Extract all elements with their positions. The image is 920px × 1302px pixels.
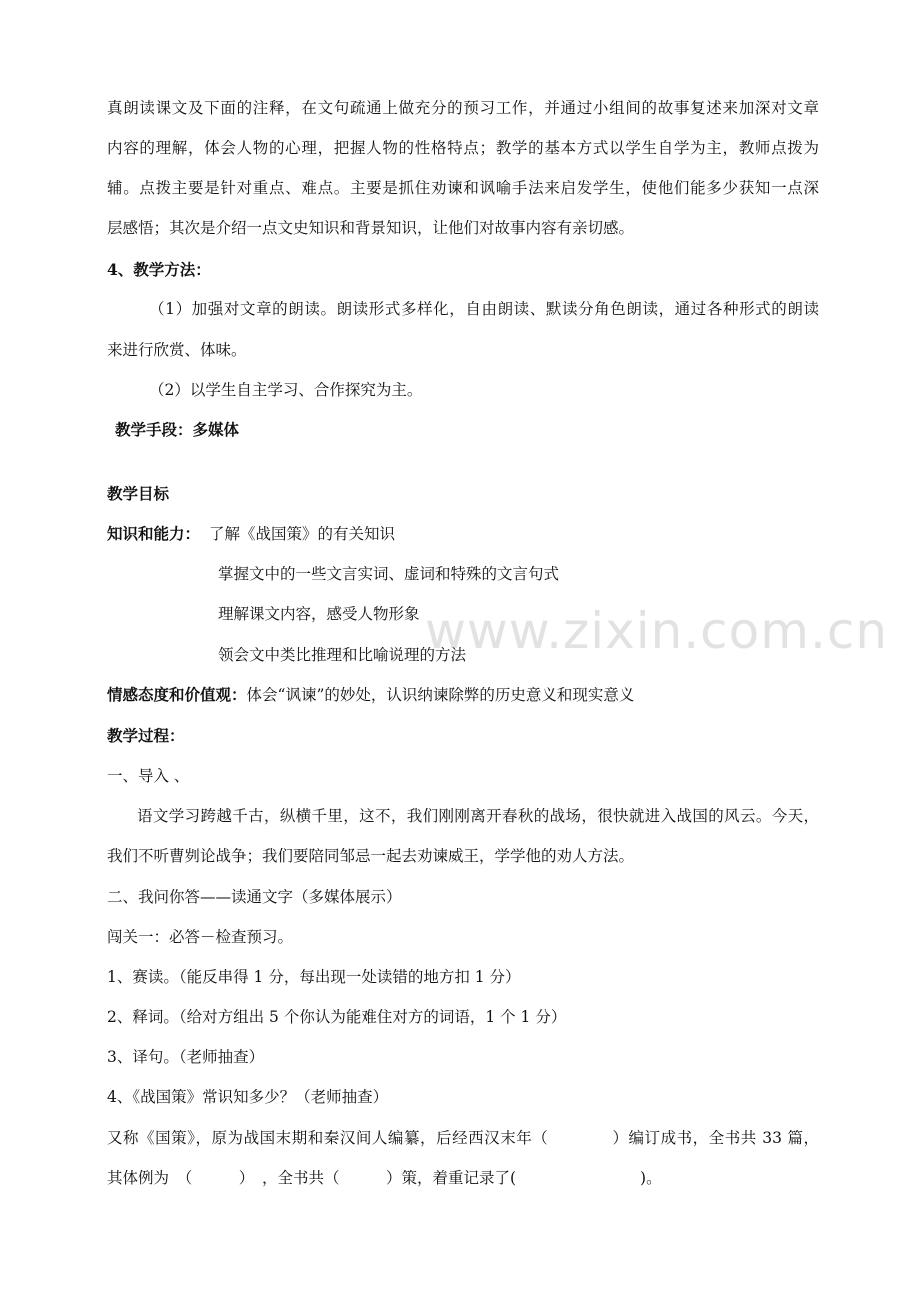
process-heading: 教学过程： — [107, 726, 185, 745]
method-1-line-2: 来进行欣赏、体味。 — [107, 341, 247, 359]
teaching-means: 教学手段：多媒体 — [115, 420, 240, 439]
methods-heading: 4、教学方法： — [107, 260, 211, 279]
item-3: 3、译句。（老师抽查） — [107, 1048, 265, 1066]
knowledge-goal-2: 掌握文中的一些文言实词、虚词和特殊的文言句式 — [218, 565, 560, 583]
item-2: 2、释词。（给对方组出 5 个你认为能难住对方的词语，1 个 1 分） — [107, 1008, 567, 1026]
intro-line-2: 内容的理解，体会人物的心理，把握人物的性格特点；教学的基本方式以学生自学为主，教师点拨为 — [107, 139, 819, 157]
emotion-goal-row — [107, 684, 819, 706]
section-1-paragraph-line-2: 我们不听曹刿论战争；我们要陪同邹忌一起去劝谏威王，学学他的劝人方法。 — [107, 847, 635, 865]
watermark: www.zixin.com.cn — [425, 602, 889, 660]
item-4: 4、《战国策》常识知多少？（老师抽查） — [107, 1088, 389, 1106]
knowledge-goal-row — [107, 523, 819, 545]
intro-line-4: 层感悟；其次是介绍一点文史知识和背景知识，让他们对故事内容有亲切感。 — [107, 219, 635, 237]
section-1-paragraph-line-1: 语文学习跨越千古，纵横千里，这不，我们刚刚离开春秋的战场，很快就进入战国的风云。今天， — [137, 807, 819, 825]
knowledge-goal-3: 理解课文内容，感受人物形象 — [218, 605, 420, 623]
knowledge-goal-1: 了解《战国策》的有关知识 — [209, 525, 396, 543]
fill-in-line-2: 其体例为 （ ） ，全书共（ ）策，着重记录了( )。 — [107, 1169, 662, 1187]
knowledge-goal-4: 领会文中类比推理和比喻说理的方法 — [218, 646, 467, 664]
knowledge-label: 知识和能力： — [107, 524, 201, 543]
method-1-line-1: （1）加强对文章的朗读。朗读形式多样化，自由朗读、默读分角色朗读，通过各种形式的朗读 — [149, 300, 819, 318]
section-1-title: 一、导入 、 — [107, 767, 190, 785]
intro-line-3: 辅。点拨主要是针对重点、难点。主要是抓住劝谏和讽喻手法来启发学生，使他们能多少获知一点深 — [107, 179, 819, 197]
goals-heading: 教学目标 — [107, 484, 170, 503]
item-1: 1、赛读。（能反串得 1 分，每出现一处读错的地方扣 1 分） — [107, 968, 521, 986]
gate-1-title: 闯关一：必答－检查预习。 — [107, 928, 294, 946]
intro-line-1: 真朗读课文及下面的注释，在文句疏通上做充分的预习工作，并通过小组间的故事复述来加深对文章 — [107, 99, 819, 117]
emotion-goal-text: 体会“讽谏”的妙处，认识纳谏除弊的历史意义和现实意义 — [246, 686, 635, 704]
emotion-label: 情感态度和价值观： — [107, 685, 247, 704]
section-2-title: 二、我问你答——读通文字（多媒体展示） — [107, 888, 402, 906]
method-2: （2）以学生自主学习、合作探究为主。 — [149, 381, 423, 399]
fill-in-line-1: 又称《国策》，原为战国末期和秦汉间人编纂，后经西汉末年（ ）编订成书，全书共 33 篇， — [107, 1129, 819, 1147]
